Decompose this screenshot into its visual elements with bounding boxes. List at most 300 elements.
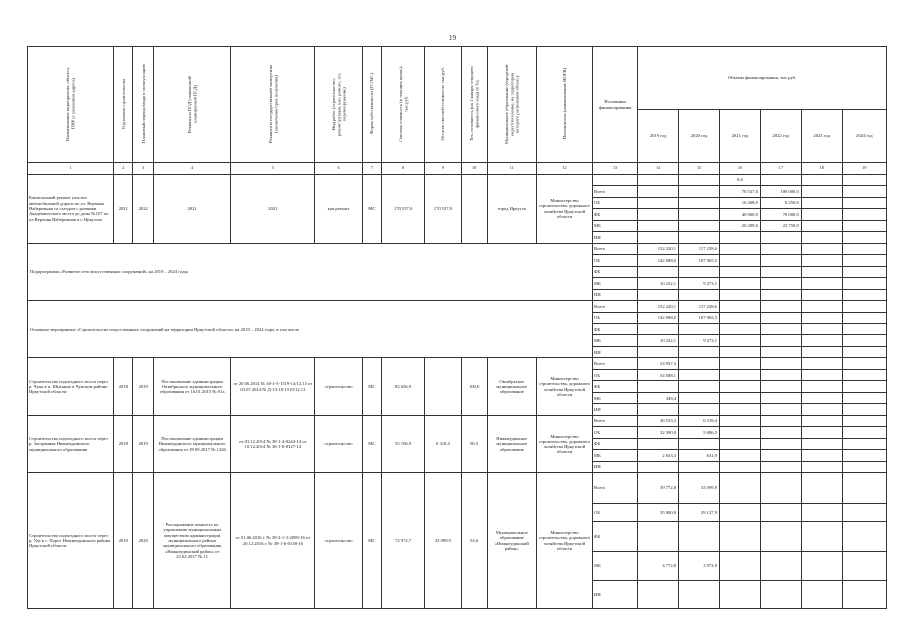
empty-cell xyxy=(842,346,886,357)
table-cell: МС xyxy=(362,174,381,243)
empty-cell xyxy=(760,255,801,266)
table-cell xyxy=(719,232,760,243)
empty-cell xyxy=(801,266,842,277)
empty-cell xyxy=(842,289,886,300)
table-cell xyxy=(679,220,720,231)
empty-cell xyxy=(801,473,842,504)
table-cell: 2021 xyxy=(153,174,230,243)
table-cell: 29 127,9 xyxy=(679,503,720,521)
table-cell: 54 588,1 xyxy=(638,369,679,380)
table-cell: 7 xyxy=(362,163,381,174)
empty-cell xyxy=(801,381,842,392)
empty-cell xyxy=(842,278,886,289)
table-cell: 2020 xyxy=(133,473,153,609)
empty-cell xyxy=(760,473,801,504)
empty-cell xyxy=(801,392,842,403)
table-cell: ФБ xyxy=(593,381,638,392)
table-cell: 2021 xyxy=(231,174,315,243)
empty-cell xyxy=(719,473,760,504)
table-cell: ОБ xyxy=(593,427,638,438)
table-cell: 2019 xyxy=(114,473,133,609)
table-cell: ФБ xyxy=(593,521,638,552)
header-col11: Муниципальное образование (городской округ/поселение, на территории которого расположен объект) xyxy=(487,47,537,163)
empty-cell xyxy=(801,358,842,369)
table-cell: 107 965,5 xyxy=(679,312,720,323)
table-cell: Строительство подъездного моста через р. Чуна в п. Шиткино в Чунском районе Иркутской области xyxy=(28,358,114,415)
table-cell: ОБ xyxy=(593,503,638,521)
table-cell: 5 686,5 xyxy=(679,427,720,438)
empty-cell xyxy=(719,324,760,335)
table-cell xyxy=(679,381,720,392)
table-cell: 2018 xyxy=(114,358,133,415)
empty-cell xyxy=(679,174,720,185)
header-col2: Год начала строительства xyxy=(114,47,133,163)
table-cell: 0,6 xyxy=(719,174,760,185)
header-col13: Источники финансирования xyxy=(593,47,638,163)
empty-cell xyxy=(842,232,886,243)
table-cell: 23 750,0 xyxy=(760,220,801,231)
table-cell xyxy=(679,404,720,415)
empty-cell xyxy=(842,461,886,472)
table-cell: Всего xyxy=(593,358,638,369)
empty-cell xyxy=(801,278,842,289)
empty-cell xyxy=(842,186,886,197)
empty-cell xyxy=(719,346,760,357)
empty-cell xyxy=(801,369,842,380)
table-cell: ИИ xyxy=(593,232,638,243)
table-cell: ИИ xyxy=(593,580,638,608)
table-cell: Подпрограмма «Развитие сети искусственных сооружений» на 2019 – 2024 годы xyxy=(28,243,593,300)
year-2021: 2021 год xyxy=(719,109,760,163)
table-cell: Министерство строительства, дорожного хозяйства Иркутской области xyxy=(537,174,593,243)
table-cell: 2019 xyxy=(133,415,153,472)
table-cell: Муниципальное образование «Нижнеудинский район» xyxy=(487,473,537,609)
table-cell xyxy=(679,324,720,335)
financing-table xyxy=(27,46,887,609)
table-cell xyxy=(638,438,679,449)
header-col12: Исполнитель (наименование ИОГВ) xyxy=(537,47,593,163)
table-cell: МБ xyxy=(593,552,638,580)
table-cell: ИИ xyxy=(593,404,638,415)
empty-cell xyxy=(842,503,886,521)
empty-cell xyxy=(801,232,842,243)
table-cell: от 01.06.2016 г. № 38-3-1-3-2099-16 от 20.12.2016 г. № 38-1-6-0138-16 xyxy=(231,473,315,609)
table-cell: МБ xyxy=(593,450,638,461)
table-cell: Министерство строительства, дорожного хозяйства Иркутской области xyxy=(537,358,593,415)
empty-cell xyxy=(760,503,801,521)
empty-cell xyxy=(842,580,886,608)
table-cell: 3 972,0 xyxy=(679,552,720,580)
table-cell: 11 xyxy=(487,163,537,174)
empty-cell xyxy=(760,243,801,254)
year-2023: 2023 год xyxy=(801,109,842,163)
table-cell: 4 772,8 xyxy=(638,552,679,580)
header-col1: Наименование мероприятия, объекта, ПИР (с указанием адреса) xyxy=(28,47,114,163)
table-cell: 6 318,4 xyxy=(425,415,462,472)
table-cell xyxy=(679,438,720,449)
table-cell: строительство xyxy=(315,473,362,609)
table-cell: 2021 xyxy=(114,174,133,243)
table-cell xyxy=(679,392,720,403)
empty-cell xyxy=(842,369,886,380)
table-cell: 117 238,6 xyxy=(679,301,720,312)
table-cell: 33 099,9 xyxy=(679,473,720,504)
empty-cell xyxy=(801,552,842,580)
table-cell: 10 232,1 xyxy=(638,335,679,346)
table-cell xyxy=(638,381,679,392)
empty-cell xyxy=(719,521,760,552)
empty-cell xyxy=(842,301,886,312)
table-cell: 54 937,3 xyxy=(638,358,679,369)
year-2020: 2020 год xyxy=(679,109,720,163)
table-cell xyxy=(679,186,720,197)
header-col8: Сметная стоимость (в текущих ценах), тыс.руб. xyxy=(382,47,425,163)
empty-cell xyxy=(719,255,760,266)
year-2024: 2024 год xyxy=(842,109,886,163)
table-cell: 2022 xyxy=(133,174,153,243)
table-cell: 19 xyxy=(842,163,886,174)
table-cell: 13 xyxy=(593,163,638,174)
table-cell xyxy=(679,369,720,380)
empty-cell xyxy=(801,243,842,254)
table-cell: строительство xyxy=(315,358,362,415)
table-cell: Октябрьское муниципальное образование xyxy=(487,358,537,415)
empty-cell xyxy=(801,174,842,185)
table-cell: 117 238,6 xyxy=(679,243,720,254)
empty-cell xyxy=(801,186,842,197)
empty-cell xyxy=(760,174,801,185)
empty-cell xyxy=(842,324,886,335)
table-cell xyxy=(638,186,679,197)
empty-cell xyxy=(719,438,760,449)
empty-cell xyxy=(719,392,760,403)
empty-cell xyxy=(719,580,760,608)
empty-cell xyxy=(760,580,801,608)
empty-cell xyxy=(801,209,842,220)
table-cell: 100 000,0 xyxy=(760,186,801,197)
table-cell: 3 xyxy=(133,163,153,174)
table-cell xyxy=(638,266,679,277)
empty-cell xyxy=(760,358,801,369)
table-cell: Министерство строительства, дорожного хозяйства Иркутской области xyxy=(537,415,593,472)
table-cell: ФБ xyxy=(593,209,638,220)
empty-cell xyxy=(801,324,842,335)
table-cell: 6 xyxy=(315,163,362,174)
table-cell: 35 000,0 xyxy=(638,503,679,521)
empty-cell xyxy=(719,289,760,300)
empty-cell xyxy=(842,243,886,254)
table-cell: 10 232,1 xyxy=(638,278,679,289)
table-cell: 32 390,0 xyxy=(638,427,679,438)
header-col9: Остаток сметной стоимости, тыс.руб. xyxy=(425,47,462,163)
table-cell: 35 106,9 xyxy=(382,415,425,472)
table-cell: 18 xyxy=(801,163,842,174)
table-cell: 6 250,0 xyxy=(760,197,801,208)
empty-cell xyxy=(719,404,760,415)
table-cell: от 03.12.2014 № 38-1-4-0244-14 от 10.12.2014 № 38-1-6-0127-14 xyxy=(231,415,315,472)
table-cell: 8 xyxy=(382,163,425,174)
empty-cell xyxy=(760,335,801,346)
table-cell xyxy=(679,580,720,608)
main-activity-row xyxy=(28,301,887,312)
subprogram-row xyxy=(28,243,887,254)
table-cell: МБ xyxy=(593,335,638,346)
table-cell: 70 000,0 xyxy=(760,209,801,220)
table-cell: Капитальный ремонт участка автомобильной дороги по ул. Верхняя Набережная со съездом с развязки Академического моста до дома №107 по ул.Верхняя Набережная в г. Иркутске xyxy=(28,174,114,243)
table-cell xyxy=(638,521,679,552)
empty-cell xyxy=(801,461,842,472)
empty-cell xyxy=(842,404,886,415)
table-cell: 39 772,8 xyxy=(638,473,679,504)
table-cell: 631,9 xyxy=(679,450,720,461)
table-cell xyxy=(679,232,720,243)
table-cell: Министерство строительства, дорожного хозяйства Иркутской области xyxy=(537,473,593,609)
table-cell: 72 972,7 xyxy=(382,473,425,609)
table-cell: 70 537,0 xyxy=(719,186,760,197)
empty-cell xyxy=(719,358,760,369)
table-cell: 12 xyxy=(537,163,593,174)
empty-cell xyxy=(842,266,886,277)
table-cell: город Иркутск xyxy=(487,174,537,243)
empty-cell xyxy=(801,427,842,438)
table-cell: 10 xyxy=(461,163,487,174)
table-cell: ФБ xyxy=(593,324,638,335)
empty-cell xyxy=(638,174,679,185)
empty-cell xyxy=(760,346,801,357)
table-cell: строительство xyxy=(315,415,362,472)
empty-cell xyxy=(719,415,760,426)
empty-cell xyxy=(760,427,801,438)
empty-cell xyxy=(801,312,842,323)
empty-cell xyxy=(593,174,638,185)
table-cell: ФБ xyxy=(593,266,638,277)
empty-cell xyxy=(760,450,801,461)
table-cell: ИИ xyxy=(593,346,638,357)
table-cell: Нижнеудинское муниципальное образование xyxy=(487,415,537,472)
empty-cell xyxy=(801,197,842,208)
table-cell xyxy=(425,358,462,415)
table-cell: 152 220,1 xyxy=(638,243,679,254)
table-cell: 40 060,0 xyxy=(719,209,760,220)
empty-cell xyxy=(719,266,760,277)
table-cell xyxy=(679,346,720,357)
table-cell: 142 088,0 xyxy=(638,255,679,266)
empty-cell xyxy=(760,301,801,312)
empty-cell xyxy=(719,503,760,521)
table-cell: ОБ xyxy=(593,312,638,323)
empty-cell xyxy=(801,301,842,312)
header-col5: Реквизиты государственной экспертизы (заключение/срок получения) xyxy=(231,47,315,163)
table-cell: 100,0 xyxy=(461,358,487,415)
empty-cell xyxy=(801,255,842,266)
table-cell: 20 209,0 xyxy=(719,220,760,231)
table-cell: 170 537,0 xyxy=(382,174,425,243)
table-cell: МС xyxy=(362,473,381,609)
table-cell: ФБ xyxy=(593,438,638,449)
empty-cell xyxy=(801,503,842,521)
table-cell: Постановление администрации Октябрьского муниципального образования от 16.01.2015 № 01а xyxy=(153,358,230,415)
table-cell: Всего xyxy=(593,415,638,426)
table-cell xyxy=(679,521,720,552)
empty-cell xyxy=(719,450,760,461)
empty-cell xyxy=(719,461,760,472)
empty-cell xyxy=(842,255,886,266)
table-cell: 16 xyxy=(719,163,760,174)
empty-cell xyxy=(719,243,760,254)
table-cell: 2 633,3 xyxy=(638,450,679,461)
table-cell xyxy=(638,580,679,608)
empty-cell xyxy=(760,324,801,335)
table-cell xyxy=(679,197,720,208)
table-cell xyxy=(760,232,801,243)
empty-cell xyxy=(760,278,801,289)
table-row xyxy=(28,473,887,504)
table-cell xyxy=(638,209,679,220)
table-cell: кап.ремонт xyxy=(315,174,362,243)
empty-cell xyxy=(801,289,842,300)
table-cell: 14 xyxy=(638,163,679,174)
empty-cell xyxy=(801,220,842,231)
header-row xyxy=(28,47,887,110)
empty-cell xyxy=(760,438,801,449)
table-cell xyxy=(679,289,720,300)
table-cell: Распоряжение комитета по управлению муниципальным имуществом администрации муниципального района муниципального образования «Нижнеудинский район» от 23.02.2017 № 11 xyxy=(153,473,230,609)
empty-cell xyxy=(760,289,801,300)
empty-cell xyxy=(842,450,886,461)
header-col7: Форма собственности (ГС/МС) xyxy=(362,47,381,163)
empty-cell xyxy=(760,381,801,392)
empty-cell xyxy=(760,521,801,552)
table-cell: Строительство подъездного моста через р. Уда в с. Порог Нижнеудинского района Иркутской области xyxy=(28,473,114,609)
empty-cell xyxy=(842,392,886,403)
column-numbers-row xyxy=(28,163,887,174)
table-cell xyxy=(679,358,720,369)
empty-cell xyxy=(842,358,886,369)
table-cell: ОБ xyxy=(593,369,638,380)
table-cell: Основное мероприятие «Строительство искусственных сооружений на территории Иркутской области» на 2019 – 2024 годы, в том числе xyxy=(28,301,593,358)
table-cell: Всего xyxy=(593,473,638,504)
empty-cell xyxy=(719,427,760,438)
empty-cell xyxy=(719,369,760,380)
table-cell: Всего xyxy=(593,243,638,254)
year-2022: 2022 год xyxy=(760,109,801,163)
table-cell: МС xyxy=(362,415,381,472)
table-cell xyxy=(638,197,679,208)
table-cell: 349,4 xyxy=(638,392,679,403)
table-row xyxy=(28,358,887,369)
empty-cell xyxy=(801,335,842,346)
table-cell xyxy=(679,209,720,220)
table-row xyxy=(28,415,887,426)
page-number: 19 xyxy=(449,34,456,42)
empty-cell xyxy=(842,427,886,438)
empty-cell xyxy=(760,369,801,380)
empty-cell xyxy=(842,381,886,392)
table-cell xyxy=(638,220,679,231)
table-cell: МБ xyxy=(593,278,638,289)
year-2019: 2019 год xyxy=(638,109,679,163)
table-cell: ОБ xyxy=(593,255,638,266)
table-cell: Всего xyxy=(593,301,638,312)
empty-cell xyxy=(719,552,760,580)
table-cell: ИИ xyxy=(593,461,638,472)
empty-cell xyxy=(842,174,886,185)
table-cell: 6 318,4 xyxy=(679,415,720,426)
table-cell: 82 656,9 xyxy=(382,358,425,415)
table-cell: 9 xyxy=(425,163,462,174)
empty-cell xyxy=(801,346,842,357)
header-col4: Реквизиты ПСД (заявленной/планируемой ПСД) xyxy=(153,47,230,163)
empty-cell xyxy=(842,552,886,580)
empty-cell xyxy=(760,415,801,426)
table-cell: 9 273,1 xyxy=(679,278,720,289)
header-col10: Тех. готовность (на 1 января текущего финансового года) (в %) xyxy=(461,47,487,163)
table-cell xyxy=(638,324,679,335)
table-cell xyxy=(679,266,720,277)
table-cell: 54,6 xyxy=(461,473,487,609)
empty-cell xyxy=(719,301,760,312)
table-cell xyxy=(638,289,679,300)
header-col3: Плановый период ввода в эксплуатацию xyxy=(133,47,153,163)
table-cell xyxy=(679,461,720,472)
table-cell: Строительство подъездного моста через р. Застранная Нижнеудинского муниципального образования xyxy=(28,415,114,472)
table-cell: 142 088,0 xyxy=(638,312,679,323)
empty-cell xyxy=(719,278,760,289)
table-cell xyxy=(638,461,679,472)
empty-cell xyxy=(842,473,886,504)
table-cell: от 20.06.2014 № 38-1-5-1519-14/12.13 от 03.07.2014 № Д-13-19-1519/12.13 xyxy=(231,358,315,415)
empty-cell xyxy=(719,312,760,323)
header-funding: Объемы финансирования, тыс.руб. xyxy=(638,47,887,110)
table-cell: 1 xyxy=(28,163,114,174)
table-cell: 170 537,0 xyxy=(425,174,462,243)
table-cell: 33 099,9 xyxy=(425,473,462,609)
table-cell: 152 220,1 xyxy=(638,301,679,312)
table-cell: МБ xyxy=(593,220,638,231)
table-cell: 96,5 xyxy=(461,415,487,472)
table-cell: 4 xyxy=(153,163,230,174)
empty-cell xyxy=(801,438,842,449)
table-cell: 15 xyxy=(679,163,720,174)
table-cell: 9 273,1 xyxy=(679,335,720,346)
table-cell: 2 xyxy=(114,163,133,174)
empty-cell xyxy=(842,312,886,323)
table-cell: 36 533,3 xyxy=(638,415,679,426)
empty-cell xyxy=(801,521,842,552)
table-cell xyxy=(638,404,679,415)
table-cell: 107 965,5 xyxy=(679,255,720,266)
empty-cell xyxy=(760,552,801,580)
table-cell xyxy=(638,232,679,243)
table-cell: 17 xyxy=(760,163,801,174)
empty-cell xyxy=(719,381,760,392)
table-cell: ОБ xyxy=(593,197,638,208)
empty-cell xyxy=(842,220,886,231)
table-cell: 10 268,0 xyxy=(719,197,760,208)
table-row xyxy=(28,174,887,185)
empty-cell xyxy=(842,415,886,426)
empty-cell xyxy=(842,335,886,346)
header-col6: Вид работ (строительство, реконструкция, кап. ремонт, тех. перевооружение) xyxy=(315,47,362,163)
table-cell: 2018 xyxy=(114,415,133,472)
empty-cell xyxy=(842,521,886,552)
table-cell: Всего xyxy=(593,186,638,197)
table-cell: 2019 xyxy=(133,358,153,415)
table-cell xyxy=(638,346,679,357)
table-cell: 5 xyxy=(231,163,315,174)
empty-cell xyxy=(760,461,801,472)
table-cell xyxy=(461,174,487,243)
